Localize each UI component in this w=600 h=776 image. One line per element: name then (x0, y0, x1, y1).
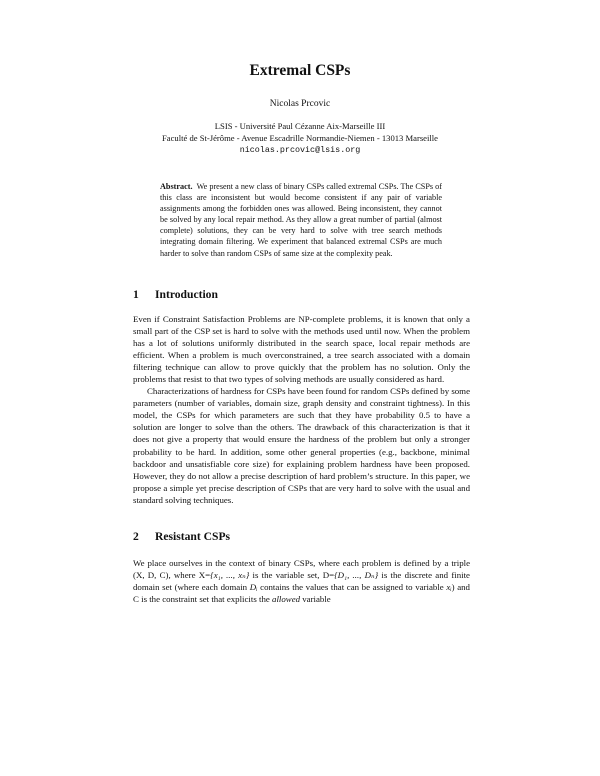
section-title: Resistant CSPs (155, 530, 231, 543)
emphasis: allowed (272, 594, 301, 605)
paragraph: We place ourselves in the context of binary CSPs, where each problem is defined by a triple (X, D, C), where X={x₁, ..., xₙ} is the variable set, D={D₁, ..., Dₙ} is the discrete and finite domain set (where each domain Dᵢ contains the values that can be assigned to variable xᵢ) and C is the constraint set that explicits the allowed variable (133, 558, 470, 605)
section-heading (133, 288, 218, 301)
math-variable: xᵢ (446, 582, 452, 593)
math-domain-set: {D₁, ..., Dₙ} (334, 570, 379, 581)
author-name: Nicolas Prcovic (269, 99, 331, 109)
abstract-text: We present a new class of binary CSPs called extremal CSPs. The CSPs of this class are inconsistent but would become consistent if any pair of variable assignments among the forbidden ones was allowed. Being inconsistent, they cannot be solved by any local repair method. As they allow a great number of partial (almost complete) solutions, they can be very hard to solve with tree search methods integrating domain filtering. We experiment that balanced extremal CSPs are much harder to solve than random CSPs of same size at the complexity peak. (160, 182, 442, 258)
section-body (133, 313, 470, 506)
math-domain: Dᵢ (249, 582, 258, 593)
section-title: Introduction (155, 288, 218, 301)
math-variable-set: {x₁, ..., xₙ} (210, 570, 250, 581)
paragraph: Even if Constraint Satisfaction Problems are NP-complete problems, it is known that only a small part of the CSP set is hard to solve with the methods used until now. When the problem has a lot of solutions uniformly distributed in the search space, local repair methods are efficient. When a problem is much overconstrained, a tree search associated with a domain filtering technique can allow to prove quickly that the problem has no solution. Only the problems that resist to that two types of solving methods are usually considered as hard. (133, 314, 470, 385)
affiliation-block (0, 120, 600, 156)
section-body (133, 557, 470, 605)
abstract (160, 181, 442, 259)
section-number: 2 (133, 530, 139, 543)
paper-title: Extremal CSPs (249, 62, 351, 79)
section-heading (133, 530, 230, 543)
author-email[interactable]: nicolas.prcovic@lsis.org (239, 145, 361, 155)
affiliation-line: Faculté de St-Jérôme - Avenue Escadrille Normandie-Niemen - 13013 Marseille (162, 133, 438, 143)
abstract-label: Abstract. (160, 182, 193, 191)
section-number: 1 (133, 288, 139, 301)
paragraph: Characterizations of hardness for CSPs have been found for random CSPs defined by some parameters (number of variables, domain size, graph density and constraint tightness). In this model, the CSPs for which parameters are such that they have probability 0.5 to have a solution are longer to solve than the others. The drawback of this characterization is that it does not give a property that would ensure the hardness of the problem but only a stronger probability to be hard. In addition, some other general properties (e.g., backbone, minimal backdoor and unsatisfiable core size) for explaining problem hardness have been proposed. However, they do not allow a precise description of hard problem’s structure. In this paper, we propose a simple yet precise description of CSPs that are very hard to solve with the usual and standard solving techniques. (133, 386, 470, 505)
affiliation-line: LSIS - Université Paul Cézanne Aix-Marseille III (214, 121, 386, 131)
